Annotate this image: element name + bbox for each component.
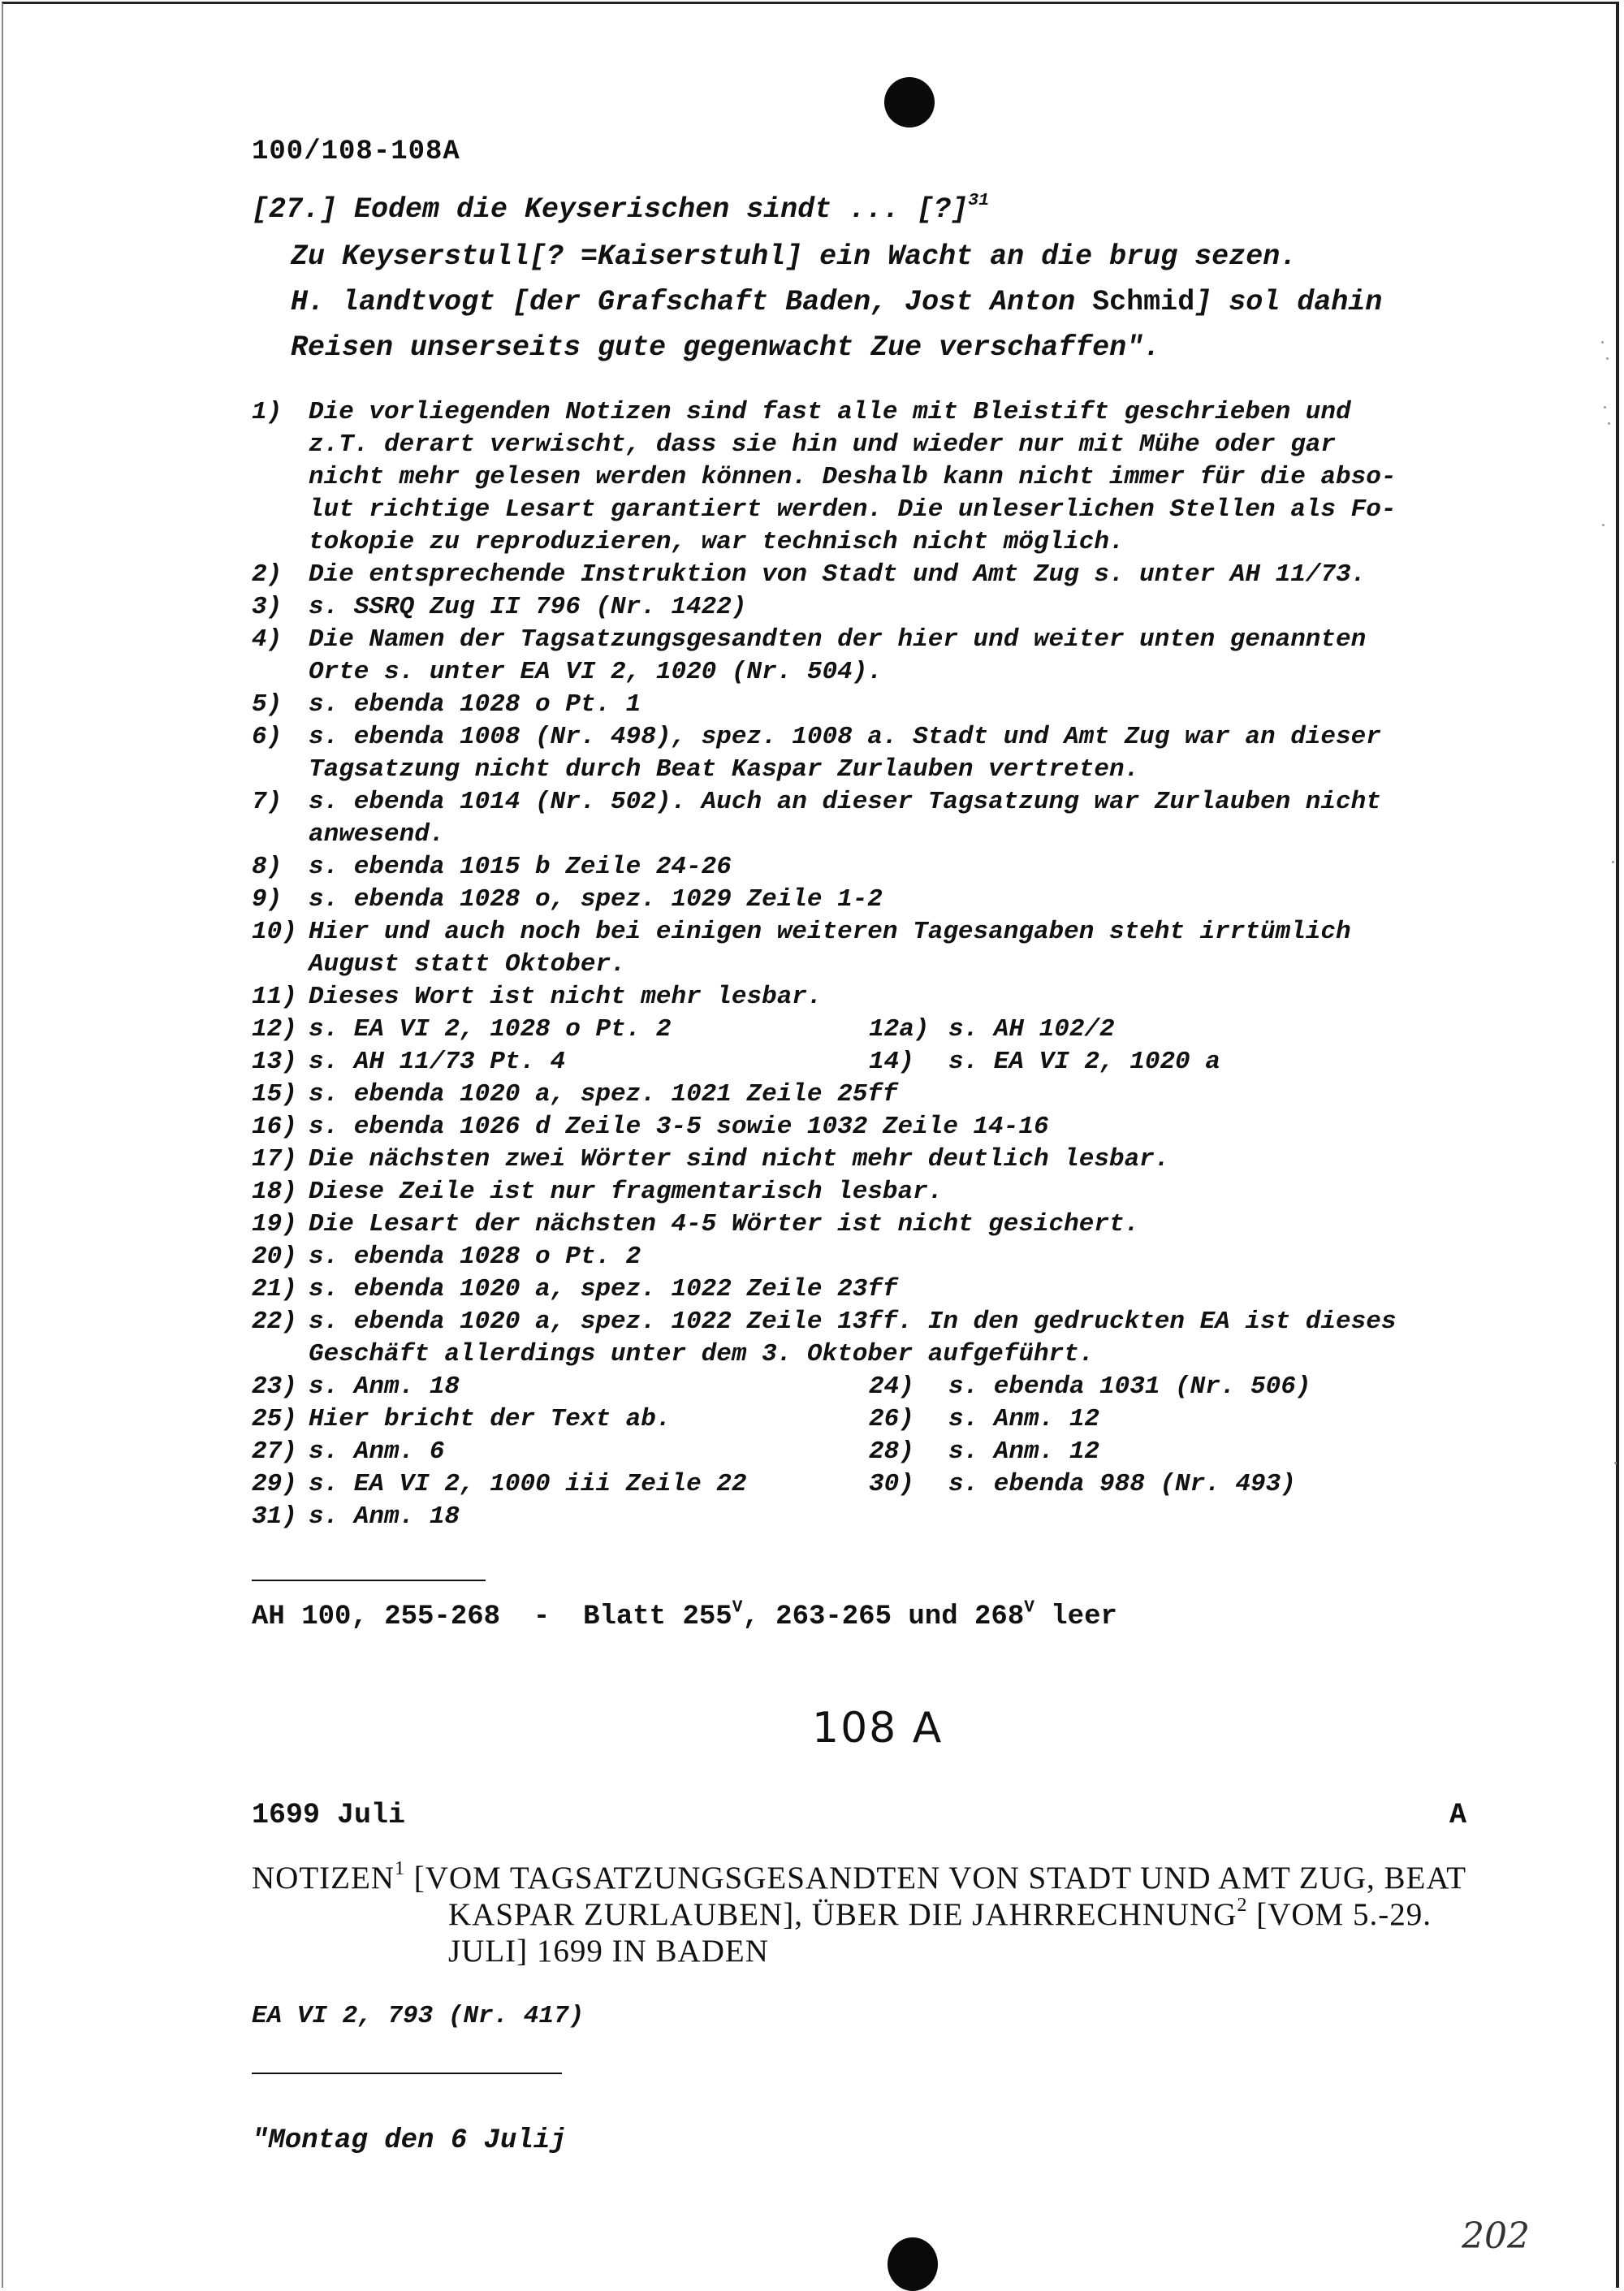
section-title-line-2	[448, 1896, 1432, 1933]
source-sup-verso: V	[732, 1597, 743, 1618]
note-number: 4)	[252, 625, 283, 654]
section-opening: "Montag den 6 Julij	[252, 2125, 567, 2156]
note-line: Orte s. unter EA VI 2, 1020 (Nr. 504).	[309, 658, 883, 686]
note-number: 3)	[252, 593, 283, 621]
note-line: August statt Oktober.	[309, 950, 626, 979]
source-line-mid: , 263-265 und 268	[742, 1602, 1025, 1632]
note-number: 29)	[252, 1470, 297, 1498]
separator-rule	[252, 2073, 562, 2074]
punch-hole-bottom	[888, 2237, 938, 2291]
note-number: 6)	[252, 723, 283, 751]
quote-line-3-pre: H. landtvogt [der Grafschaft Baden, Jost Anton	[291, 286, 1093, 318]
page-reference: 100/108-108A	[252, 136, 460, 167]
handwritten-page-number: 202	[1462, 2215, 1530, 2257]
note-line: Die nächsten zwei Wörter sind nicht mehr deutlich lesbar.	[309, 1145, 1170, 1174]
note-line: Diese Zeile ist nur fragmentarisch lesbar.	[309, 1178, 944, 1206]
note-line: Hier bricht der Text ab.	[309, 1405, 672, 1433]
scan-speck	[1602, 524, 1605, 526]
note-line: s. Anm. 6	[309, 1437, 445, 1466]
quote-line-1-text: [27.] Eodem die Keyserischen sindt ... [?]	[252, 193, 969, 226]
source-sup-verso: V	[1024, 1597, 1034, 1618]
note-line: anwesend.	[309, 820, 445, 849]
note-number: 30)	[869, 1470, 914, 1498]
note-number: 13)	[252, 1048, 297, 1076]
scan-speck	[1612, 861, 1614, 863]
note-number: 9)	[252, 885, 283, 914]
note-number: 31)	[252, 1502, 297, 1531]
quote-line-1	[252, 189, 990, 226]
scan-speck	[1601, 341, 1604, 344]
quote-line-3-post: ] sol dahin	[1194, 286, 1383, 318]
note-number: 27)	[252, 1437, 297, 1466]
note-line: s. ebenda 1020 a, spez. 1022 Zeile 13ff. In den gedruckten EA ist dieses	[309, 1308, 1397, 1336]
note-line: Die Namen der Tagsatzungsgesandten der hier und weiter unten genannten	[309, 625, 1367, 654]
note-number: 7)	[252, 788, 283, 816]
note-line: s. AH 102/2	[948, 1015, 1115, 1044]
note-line: Die vorliegenden Notizen sind fast alle mit Bleistift geschrieben und	[309, 398, 1351, 426]
note-line: s. Anm. 18	[309, 1372, 460, 1401]
note-number: 26)	[869, 1405, 914, 1433]
section-heading: 108 A	[812, 1704, 944, 1753]
quote-line-3	[291, 286, 1382, 318]
title-line-2-text: KASPAR ZURLAUBEN], ÜBER DIE JAHRRECHNUNG	[448, 1897, 1237, 1932]
note-line: s. ebenda 1020 a, spez. 1021 Zeile 25ff	[309, 1080, 898, 1109]
note-number: 14)	[869, 1048, 914, 1076]
note-line: s. Anm. 12	[948, 1405, 1100, 1433]
quote-line-2: Zu Keyserstull[? =Kaiserstuhl] ein Wacht an die brug sezen.	[291, 240, 1298, 273]
note-line: Tagsatzung nicht durch Beat Kaspar Zurlauben vertreten.	[309, 755, 1140, 784]
source-line-pre: AH 100, 255-268 - Blatt 255	[252, 1602, 732, 1632]
title-line-1-text: [VOM TAGSATZUNGSGESANDTEN VON STADT UND AMT ZUG, BEAT	[405, 1861, 1467, 1895]
note-number: 10)	[252, 918, 297, 946]
scan-speck	[1606, 357, 1609, 360]
note-number: 18)	[252, 1178, 297, 1206]
note-line: s. ebenda 1014 (Nr. 502). Auch an dieser Tagsatzung war Zurlauben nicht	[309, 788, 1381, 816]
title-line-2-post: [VOM 5.-29.	[1247, 1897, 1432, 1932]
section-letter: A	[1449, 1799, 1467, 1831]
note-line: s. EA VI 2, 1028 o Pt. 2	[309, 1015, 672, 1044]
note-number: 15)	[252, 1080, 297, 1109]
note-number: 12)	[252, 1015, 297, 1044]
note-line: s. EA VI 2, 1020 a	[948, 1048, 1220, 1076]
note-line: Hier und auch noch bei einigen weiteren Tagesangaben steht irrtümlich	[309, 918, 1351, 946]
note-line: s. ebenda 1028 o Pt. 2	[309, 1243, 641, 1271]
section-date: 1699 Juli	[252, 1799, 406, 1831]
note-line: nicht mehr gelesen werden können. Deshalb kann nicht immer für die abso-	[309, 463, 1397, 491]
note-line: s. ebenda 1031 (Nr. 506)	[948, 1372, 1311, 1401]
note-number: 28)	[869, 1437, 914, 1466]
title-notizen: NOTIZEN	[252, 1861, 395, 1895]
note-line: Dieses Wort ist nicht mehr lesbar.	[309, 983, 823, 1011]
note-number: 21)	[252, 1275, 297, 1303]
note-line: s. Anm. 18	[309, 1502, 460, 1531]
note-number: 8)	[252, 853, 283, 881]
note-number: 1)	[252, 398, 283, 426]
section-title-line-3: JULI] 1699 IN BADEN	[448, 1934, 769, 1969]
note-line: s. ebenda 988 (Nr. 493)	[948, 1470, 1296, 1498]
note-line: s. ebenda 1008 (Nr. 498), spez. 1008 a. Stadt und Amt Zug war an dieser	[309, 723, 1381, 751]
note-number: 25)	[252, 1405, 297, 1433]
note-line: s. Anm. 12	[948, 1437, 1100, 1466]
note-line: s. ebenda 1020 a, spez. 1022 Zeile 23ff	[309, 1275, 898, 1303]
note-number: 11)	[252, 983, 297, 1011]
section-citation: EA VI 2, 793 (Nr. 417)	[252, 2002, 585, 2030]
note-number: 2)	[252, 560, 283, 589]
note-line: lut richtige Lesart garantiert werden. Die unleserlichen Stellen als Fo-	[309, 495, 1397, 524]
note-number: 20)	[252, 1243, 297, 1271]
note-line: s. ebenda 1015 b Zeile 24-26	[309, 853, 732, 881]
note-number: 16)	[252, 1113, 297, 1141]
quote-line-4: Reisen unserseits gute gegenwacht Zue verschaffen".	[291, 331, 1161, 364]
quote-name-schmid: Schmid	[1092, 286, 1195, 318]
note-number: 17)	[252, 1145, 297, 1174]
note-line: s. ebenda 1028 o, spez. 1029 Zeile 1-2	[309, 885, 883, 914]
note-line: Die Lesart der nächsten 4-5 Wörter ist nicht gesichert.	[309, 1210, 1140, 1238]
note-number: 12a)	[869, 1015, 930, 1044]
note-line: s. SSRQ Zug II 796 (Nr. 1422)	[309, 593, 747, 621]
scan-speck	[1614, 1462, 1617, 1464]
note-line: tokopie zu reproduzieren, war technisch nicht möglich.	[309, 528, 1125, 556]
note-number: 19)	[252, 1210, 297, 1238]
footnote-ref-1: 1	[394, 1857, 406, 1880]
note-line: s. AH 11/73 Pt. 4	[309, 1048, 566, 1076]
scan-speck	[1604, 406, 1606, 408]
source-line	[252, 1597, 1117, 1632]
note-line: Geschäft allerdings unter dem 3. Oktober aufgeführt.	[309, 1340, 1095, 1368]
scan-speck	[1608, 422, 1610, 425]
note-line: s. ebenda 1028 o Pt. 1	[309, 690, 641, 719]
footnote-ref-2: 2	[1237, 1894, 1248, 1917]
source-line-post: leer	[1034, 1602, 1117, 1632]
note-number: 23)	[252, 1372, 297, 1401]
section-title-line-1	[252, 1857, 1467, 1896]
note-number: 5)	[252, 690, 283, 719]
note-line: s. EA VI 2, 1000 iii Zeile 22	[309, 1470, 747, 1498]
note-line: Die entsprechende Instruktion von Stadt und Amt Zug s. unter AH 11/73.	[309, 560, 1367, 589]
note-line: s. ebenda 1026 d Zeile 3-5 sowie 1032 Zeile 14-16	[309, 1113, 1049, 1141]
separator-rule	[252, 1580, 486, 1581]
footnote-ref-31: 31	[968, 189, 990, 210]
note-number: 24)	[869, 1372, 914, 1401]
note-line: z.T. derart verwischt, dass sie hin und wieder nur mit Mühe oder gar	[309, 430, 1337, 459]
note-number: 22)	[252, 1308, 297, 1336]
punch-hole-top	[884, 77, 935, 128]
